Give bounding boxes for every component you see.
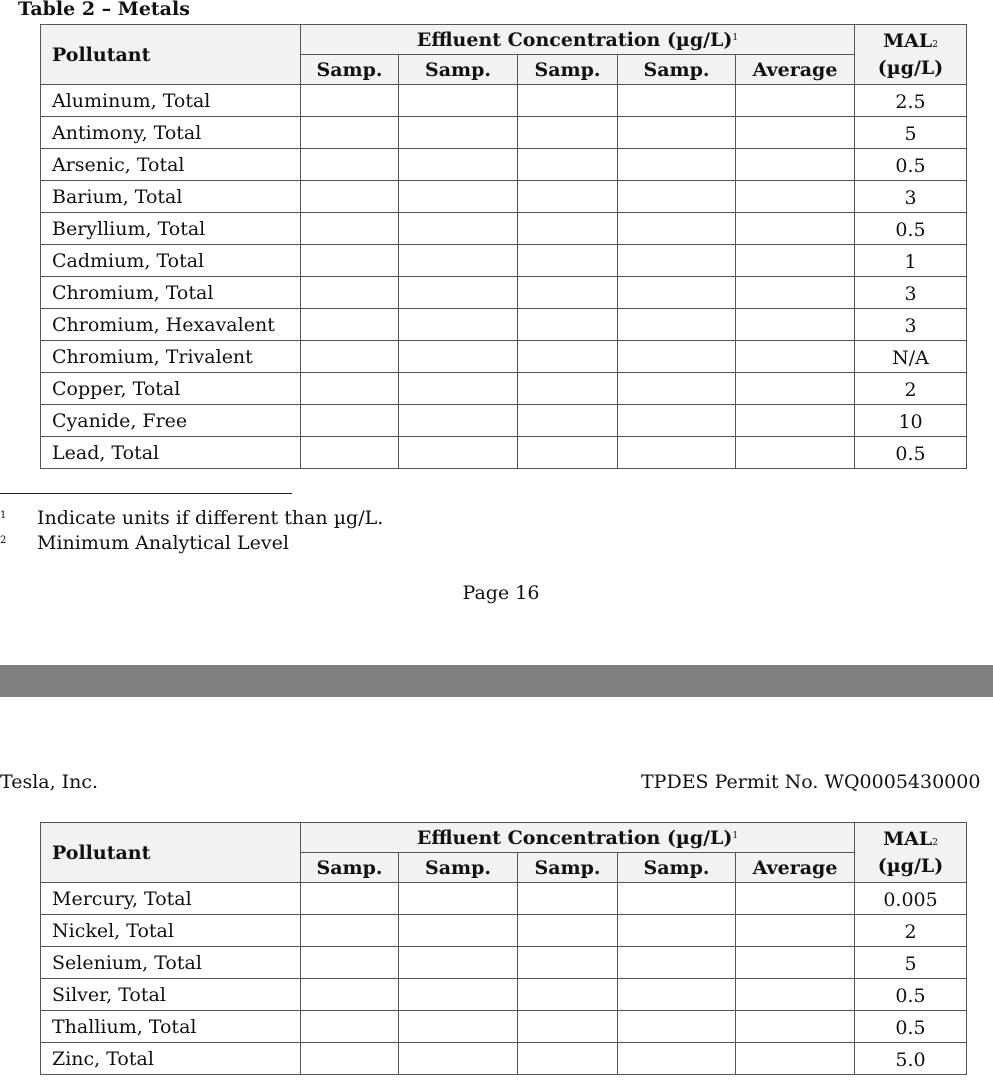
table-row bbox=[41, 883, 967, 915]
effluent-concentration-header bbox=[301, 25, 855, 55]
footnote-mark: 1 bbox=[0, 510, 7, 521]
mal-value-cell: 0.005 bbox=[855, 883, 967, 915]
sample-entry-cell[interactable] bbox=[518, 979, 618, 1011]
table-row bbox=[41, 341, 967, 373]
sample-entry-cell[interactable] bbox=[301, 277, 399, 309]
effluent-concentration-label: Effluent Concentration (µg/L) bbox=[416, 28, 733, 51]
table-row bbox=[41, 213, 967, 245]
samp-column-header: Samp. bbox=[399, 55, 518, 85]
table-row bbox=[41, 149, 967, 181]
sample-entry-cell[interactable] bbox=[518, 309, 618, 341]
mal-value-cell: 0.5 bbox=[855, 213, 967, 245]
sample-entry-cell[interactable] bbox=[518, 277, 618, 309]
sample-entry-cell[interactable] bbox=[518, 341, 618, 373]
pollutant-cell: Chromium, Total bbox=[41, 277, 301, 309]
footnote-1 bbox=[0, 507, 383, 529]
sample-entry-cell[interactable] bbox=[399, 85, 518, 117]
sample-entry-cell[interactable] bbox=[399, 883, 518, 915]
mal-value-cell: 0.5 bbox=[855, 149, 967, 181]
pollutant-cell: Nickel, Total bbox=[41, 915, 301, 947]
sample-entry-cell[interactable] bbox=[618, 405, 736, 437]
mal-value-cell: 1 bbox=[855, 245, 967, 277]
average-entry-cell[interactable] bbox=[736, 373, 855, 405]
sample-entry-cell[interactable] bbox=[518, 85, 618, 117]
sample-entry-cell[interactable] bbox=[618, 1011, 736, 1043]
mal-value-cell: 0.5 bbox=[855, 979, 967, 1011]
average-entry-cell[interactable] bbox=[736, 1011, 855, 1043]
sample-entry-cell[interactable] bbox=[618, 373, 736, 405]
pollutant-cell: Arsenic, Total bbox=[41, 149, 301, 181]
page-number: Page 16 bbox=[462, 582, 540, 604]
company-name: Tesla, Inc. bbox=[0, 771, 99, 793]
sample-entry-cell[interactable] bbox=[399, 373, 518, 405]
mal-value-cell: 2 bbox=[855, 915, 967, 947]
mal-column-header bbox=[855, 823, 967, 883]
table-row bbox=[41, 947, 967, 979]
page-break-divider bbox=[0, 665, 993, 697]
footnote-ref-2: 2 bbox=[932, 837, 938, 848]
sample-entry-cell[interactable] bbox=[618, 181, 736, 213]
sample-entry-cell[interactable] bbox=[518, 1011, 618, 1043]
mal-value-cell: 3 bbox=[855, 181, 967, 213]
footnote-mark: 2 bbox=[0, 535, 7, 546]
average-column-header: Average bbox=[736, 853, 855, 883]
mal-value-cell: N/A bbox=[855, 341, 967, 373]
sample-entry-cell[interactable] bbox=[618, 149, 736, 181]
pollutant-cell: Chromium, Hexavalent bbox=[41, 309, 301, 341]
sample-entry-cell[interactable] bbox=[518, 883, 618, 915]
pollutant-cell: Antimony, Total bbox=[41, 117, 301, 149]
pollutant-cell: Silver, Total bbox=[41, 979, 301, 1011]
effluent-concentration-header bbox=[301, 823, 855, 853]
sample-entry-cell[interactable] bbox=[301, 117, 399, 149]
average-entry-cell[interactable] bbox=[736, 117, 855, 149]
samp-column-header: Samp. bbox=[518, 853, 618, 883]
mal-units: (µg/L) bbox=[877, 854, 944, 877]
table-row bbox=[41, 117, 967, 149]
sample-entry-cell[interactable] bbox=[618, 883, 736, 915]
sample-entry-cell[interactable] bbox=[399, 213, 518, 245]
sample-entry-cell[interactable] bbox=[618, 979, 736, 1011]
table-row bbox=[41, 85, 967, 117]
pollutant-cell: Lead, Total bbox=[41, 437, 301, 469]
table-row bbox=[41, 373, 967, 405]
sample-entry-cell[interactable] bbox=[301, 979, 399, 1011]
sample-entry-cell[interactable] bbox=[518, 181, 618, 213]
sample-entry-cell[interactable] bbox=[618, 309, 736, 341]
sample-entry-cell[interactable] bbox=[518, 245, 618, 277]
permit-number: TPDES Permit No. WQ0005430000 bbox=[641, 771, 981, 793]
metals-table-page-16 bbox=[40, 24, 967, 469]
table-row bbox=[41, 181, 967, 213]
sample-entry-cell[interactable] bbox=[301, 405, 399, 437]
average-entry-cell[interactable] bbox=[736, 883, 855, 915]
table-row bbox=[41, 405, 967, 437]
sample-entry-cell[interactable] bbox=[399, 341, 518, 373]
sample-entry-cell[interactable] bbox=[301, 149, 399, 181]
sample-entry-cell[interactable] bbox=[301, 883, 399, 915]
sample-entry-cell[interactable] bbox=[518, 373, 618, 405]
sample-entry-cell[interactable] bbox=[301, 915, 399, 947]
sample-entry-cell[interactable] bbox=[618, 947, 736, 979]
pollutant-cell: Chromium, Trivalent bbox=[41, 341, 301, 373]
average-entry-cell[interactable] bbox=[736, 979, 855, 1011]
mal-label: MAL bbox=[883, 827, 933, 850]
sample-entry-cell[interactable] bbox=[518, 437, 618, 469]
sample-entry-cell[interactable] bbox=[618, 277, 736, 309]
table-row bbox=[41, 979, 967, 1011]
table-row bbox=[41, 277, 967, 309]
footnote-ref-1: 1 bbox=[732, 830, 739, 841]
pollutant-cell: Cyanide, Free bbox=[41, 405, 301, 437]
mal-value-cell: 3 bbox=[855, 277, 967, 309]
sample-entry-cell[interactable] bbox=[399, 1011, 518, 1043]
average-entry-cell[interactable] bbox=[736, 277, 855, 309]
sample-entry-cell[interactable] bbox=[399, 277, 518, 309]
sample-entry-cell[interactable] bbox=[399, 245, 518, 277]
average-entry-cell[interactable] bbox=[736, 437, 855, 469]
pollutant-cell: Selenium, Total bbox=[41, 947, 301, 979]
average-entry-cell[interactable] bbox=[736, 915, 855, 947]
pollutant-column-header: Pollutant bbox=[41, 25, 301, 85]
sample-entry-cell[interactable] bbox=[618, 915, 736, 947]
samp-column-header: Samp. bbox=[399, 853, 518, 883]
mal-value-cell: 2 bbox=[855, 373, 967, 405]
sample-entry-cell[interactable] bbox=[301, 309, 399, 341]
footnote-ref-2: 2 bbox=[932, 39, 938, 50]
metals-table-page-17 bbox=[40, 822, 967, 1075]
samp-column-header: Samp. bbox=[518, 55, 618, 85]
mal-value-cell: 0.5 bbox=[855, 437, 967, 469]
average-entry-cell[interactable] bbox=[736, 341, 855, 373]
average-entry-cell[interactable] bbox=[736, 309, 855, 341]
table-row bbox=[41, 309, 967, 341]
sample-entry-cell[interactable] bbox=[399, 979, 518, 1011]
table-title: Table 2 – Metals bbox=[18, 0, 190, 20]
average-entry-cell[interactable] bbox=[736, 181, 855, 213]
sample-entry-cell[interactable] bbox=[518, 213, 618, 245]
sample-entry-cell[interactable] bbox=[399, 405, 518, 437]
sample-entry-cell[interactable] bbox=[399, 117, 518, 149]
sample-entry-cell[interactable] bbox=[518, 947, 618, 979]
sample-entry-cell[interactable] bbox=[301, 373, 399, 405]
sample-entry-cell[interactable] bbox=[618, 245, 736, 277]
sample-entry-cell[interactable] bbox=[518, 915, 618, 947]
average-entry-cell[interactable] bbox=[736, 245, 855, 277]
sample-entry-cell[interactable] bbox=[399, 915, 518, 947]
pollutant-cell: Cadmium, Total bbox=[41, 245, 301, 277]
sample-entry-cell[interactable] bbox=[399, 309, 518, 341]
sample-entry-cell[interactable] bbox=[301, 181, 399, 213]
sample-entry-cell[interactable] bbox=[518, 149, 618, 181]
pollutant-cell: Zinc, Total bbox=[41, 1043, 301, 1075]
sample-entry-cell[interactable] bbox=[399, 1043, 518, 1075]
sample-entry-cell[interactable] bbox=[618, 117, 736, 149]
mal-value-cell: 5 bbox=[855, 117, 967, 149]
samp-column-header: Samp. bbox=[301, 55, 399, 85]
footnote-separator bbox=[0, 493, 292, 494]
pollutant-cell: Copper, Total bbox=[41, 373, 301, 405]
mal-value-cell: 3 bbox=[855, 309, 967, 341]
sample-entry-cell[interactable] bbox=[399, 437, 518, 469]
average-entry-cell[interactable] bbox=[736, 149, 855, 181]
average-entry-cell[interactable] bbox=[736, 405, 855, 437]
footnote-text: Indicate units if different than µg/L. bbox=[37, 507, 384, 529]
footnote-ref-1: 1 bbox=[732, 32, 739, 43]
mal-value-cell: 10 bbox=[855, 405, 967, 437]
table-row bbox=[41, 915, 967, 947]
average-entry-cell[interactable] bbox=[736, 213, 855, 245]
table-row bbox=[41, 1043, 967, 1075]
sample-entry-cell[interactable] bbox=[399, 149, 518, 181]
mal-units: (µg/L) bbox=[877, 56, 944, 79]
pollutant-cell: Barium, Total bbox=[41, 181, 301, 213]
footnote-text: Minimum Analytical Level bbox=[37, 532, 289, 554]
samp-column-header: Samp. bbox=[618, 853, 736, 883]
sample-entry-cell[interactable] bbox=[618, 437, 736, 469]
sample-entry-cell[interactable] bbox=[618, 85, 736, 117]
mal-value-cell: 2.5 bbox=[855, 85, 967, 117]
table-row bbox=[41, 1011, 967, 1043]
table-row bbox=[41, 437, 967, 469]
sample-entry-cell[interactable] bbox=[301, 1011, 399, 1043]
sample-entry-cell[interactable] bbox=[518, 117, 618, 149]
table-row bbox=[41, 245, 967, 277]
mal-value-cell: 0.5 bbox=[855, 1011, 967, 1043]
sample-entry-cell[interactable] bbox=[518, 405, 618, 437]
pollutant-column-header: Pollutant bbox=[41, 823, 301, 883]
sample-entry-cell[interactable] bbox=[618, 341, 736, 373]
average-entry-cell[interactable] bbox=[736, 1043, 855, 1075]
samp-column-header: Samp. bbox=[618, 55, 736, 85]
effluent-concentration-label: Effluent Concentration (µg/L) bbox=[416, 826, 733, 849]
sample-entry-cell[interactable] bbox=[301, 85, 399, 117]
sample-entry-cell[interactable] bbox=[301, 437, 399, 469]
pollutant-cell: Thallium, Total bbox=[41, 1011, 301, 1043]
sample-entry-cell[interactable] bbox=[301, 245, 399, 277]
average-entry-cell[interactable] bbox=[736, 947, 855, 979]
sample-entry-cell[interactable] bbox=[399, 181, 518, 213]
average-column-header: Average bbox=[736, 55, 855, 85]
mal-value-cell: 5 bbox=[855, 947, 967, 979]
sample-entry-cell[interactable] bbox=[518, 1043, 618, 1075]
pollutant-cell: Aluminum, Total bbox=[41, 85, 301, 117]
sample-entry-cell[interactable] bbox=[301, 1043, 399, 1075]
sample-entry-cell[interactable] bbox=[618, 1043, 736, 1075]
sample-entry-cell[interactable] bbox=[301, 947, 399, 979]
sample-entry-cell[interactable] bbox=[301, 341, 399, 373]
sample-entry-cell[interactable] bbox=[301, 213, 399, 245]
pollutant-cell: Beryllium, Total bbox=[41, 213, 301, 245]
sample-entry-cell[interactable] bbox=[618, 213, 736, 245]
samp-column-header: Samp. bbox=[301, 853, 399, 883]
sample-entry-cell[interactable] bbox=[399, 947, 518, 979]
mal-value-cell: 5.0 bbox=[855, 1043, 967, 1075]
average-entry-cell[interactable] bbox=[736, 85, 855, 117]
mal-column-header bbox=[855, 25, 967, 85]
mal-label: MAL bbox=[883, 29, 933, 52]
footnote-2 bbox=[0, 532, 289, 554]
pollutant-cell: Mercury, Total bbox=[41, 883, 301, 915]
